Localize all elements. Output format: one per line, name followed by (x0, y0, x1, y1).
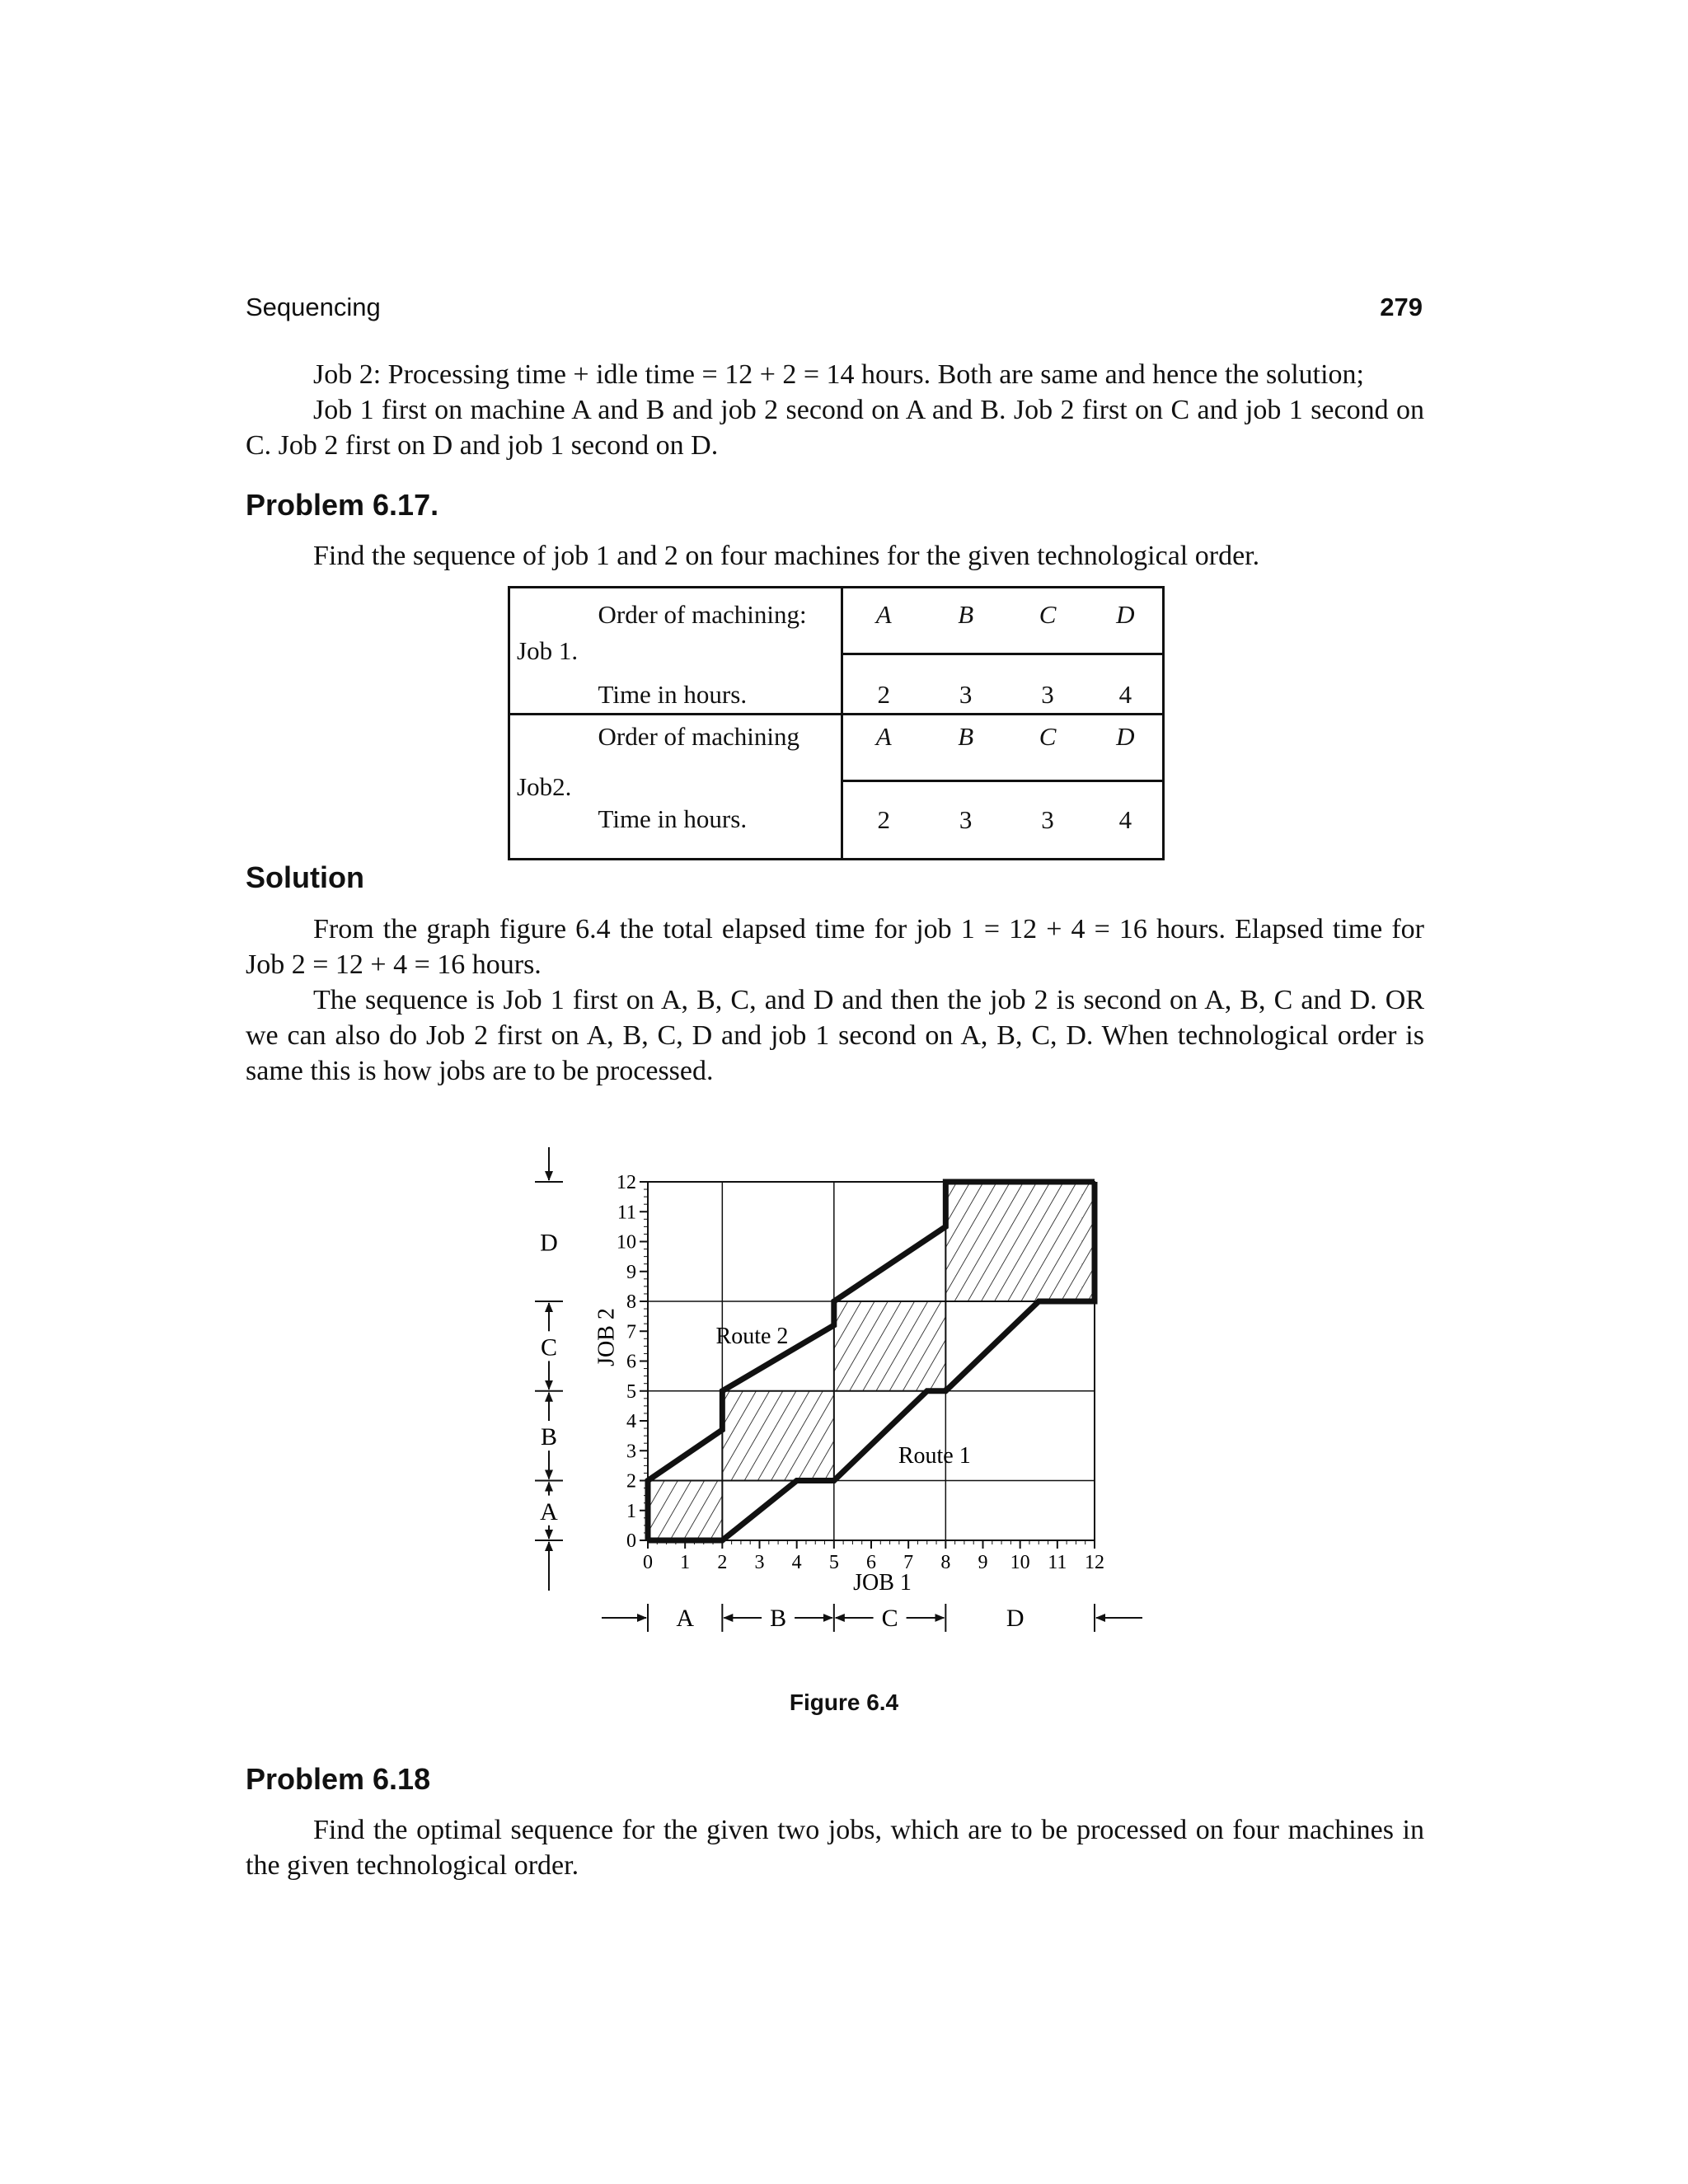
blocked-region-c (834, 1301, 945, 1391)
y-tick-label: 5 (626, 1380, 636, 1403)
intro-text (246, 357, 1424, 463)
job2-order-cell: B (925, 715, 1006, 781)
job1-time-cell: 2 (842, 654, 925, 715)
job2-label: Job2. (509, 715, 598, 860)
job2-time-label: Time in hours. (598, 804, 748, 834)
x-tick-label: 9 (978, 1552, 988, 1573)
y-tick-label: 2 (626, 1470, 636, 1493)
y-axis-label: JOB 2 (593, 1308, 620, 1366)
blocked-region-d (945, 1182, 1095, 1301)
problem-618-heading: Problem 6.18 (246, 1762, 431, 1796)
x-tick-label: 6 (866, 1552, 876, 1573)
job1-time-label: Time in hours. (598, 680, 748, 710)
figure-caption: Figure 6.4 (789, 1690, 899, 1715)
problem-617-statement: Find the sequence of job 1 and 2 on four machines for the given technological order. (313, 541, 1260, 571)
y-tick-label: 7 (626, 1321, 636, 1343)
problem-617-heading: Problem 6.17. (246, 488, 439, 522)
job2-order-cell: D (1089, 715, 1164, 781)
y-tick-label: 11 (617, 1202, 636, 1224)
x-tick-label: 3 (754, 1552, 765, 1573)
job1-order-label: Order of machining: (598, 600, 807, 629)
y-segment-label: B (540, 1423, 558, 1451)
x-segment-label: C (881, 1605, 898, 1632)
route-1-label: Route 1 (898, 1442, 971, 1469)
job2-order-label: Order of machining (598, 715, 842, 781)
job1-order-cell: A (842, 588, 925, 654)
y-tick-label: 8 (626, 1291, 636, 1313)
x-tick-label: 12 (1085, 1552, 1104, 1573)
problem-618-statement: Find the optimal sequence for the given two jobs, which are to be processed on four machines in the given technological order. (246, 1815, 1424, 1881)
job1-label: Job 1. (517, 635, 579, 665)
x-segment-label: A (676, 1605, 695, 1632)
x-tick-label: 10 (1010, 1552, 1030, 1573)
y-tick-label: 10 (617, 1231, 636, 1254)
job2-time-cell: 3 (925, 781, 1006, 860)
x-tick-label: 0 (643, 1552, 653, 1573)
intro-line-1: Job 2: Processing time + idle time = 12 + 2 = 14 hours. Both are same and hence the solution; (313, 359, 1364, 390)
y-segment-label: C (540, 1333, 558, 1361)
blocked-regions (648, 1182, 1095, 1540)
y-segment-label: A (540, 1497, 558, 1526)
y-tick-label: 1 (626, 1500, 636, 1522)
job1-order-cell: B (958, 600, 974, 629)
x-tick-label: 5 (828, 1552, 839, 1573)
blocked-region-a (648, 1481, 722, 1541)
y-tick-label: 12 (617, 1172, 636, 1193)
x-segment-label: D (1006, 1605, 1025, 1632)
job2-order-cell: A (842, 715, 925, 781)
intro-line-2: Job 1 first on machine A and B and job 2 second on A and B. Job 2 first on C and job 1 second on C. Job 2 first on D and job 1 second on D. (246, 395, 1424, 461)
x-tick-label: 4 (791, 1552, 802, 1573)
x-tick-label: 8 (940, 1552, 951, 1573)
figure-6-4-chart (0, 1137, 1688, 1632)
x-tick-label: 1 (680, 1552, 691, 1573)
y-tick-label: 3 (626, 1441, 636, 1463)
y-segment-label: D (540, 1229, 558, 1257)
job1-order-cell: D (1116, 600, 1135, 629)
job1-time-cell: 3 (1006, 654, 1088, 715)
solution-para-2: The sequence is Job 1 first on A, B, C, and D and then the job 2 is second on A, B, C and D. OR we can also do Job 2 first on A, B, C, D and job 1 second on A, B, C, D. When technological order is same this is how jobs are to be processed. (246, 985, 1424, 1086)
blocked-region-b (722, 1391, 834, 1481)
job2-time-cell: 3 (1006, 781, 1088, 860)
job1-time-cell: 4 (1089, 654, 1164, 715)
x-tick-label: 7 (903, 1552, 914, 1573)
y-tick-label: 9 (626, 1261, 636, 1283)
x-axis-label: JOB 1 (853, 1570, 912, 1596)
x-segment-label: B (770, 1605, 787, 1632)
page-number: 279 (1380, 293, 1423, 321)
solution-text (246, 912, 1424, 1089)
job2-time-cell: 4 (1089, 781, 1164, 860)
y-tick-label: 4 (626, 1411, 636, 1432)
running-header: Sequencing (246, 293, 381, 321)
solution-para-1: From the graph figure 6.4 the total elapsed time for job 1 = 12 + 4 = 16 hours. Elapsed time for Job 2 = 12 + 4 = 16 hours. (246, 914, 1424, 980)
x-tick-label: 2 (717, 1552, 728, 1573)
y-tick-label: 0 (626, 1530, 636, 1552)
job1-time-cell: 3 (925, 654, 1006, 715)
machining-order-table (508, 586, 1165, 860)
job2-time-cell: 2 (842, 781, 925, 860)
route-2-label: Route 2 (715, 1323, 789, 1349)
job1-order-cell: C (1039, 600, 1057, 629)
job2-order-cell: C (1006, 715, 1088, 781)
solution-heading: Solution (246, 860, 364, 894)
x-tick-label: 11 (1048, 1552, 1067, 1573)
y-tick-label: 6 (626, 1351, 636, 1373)
